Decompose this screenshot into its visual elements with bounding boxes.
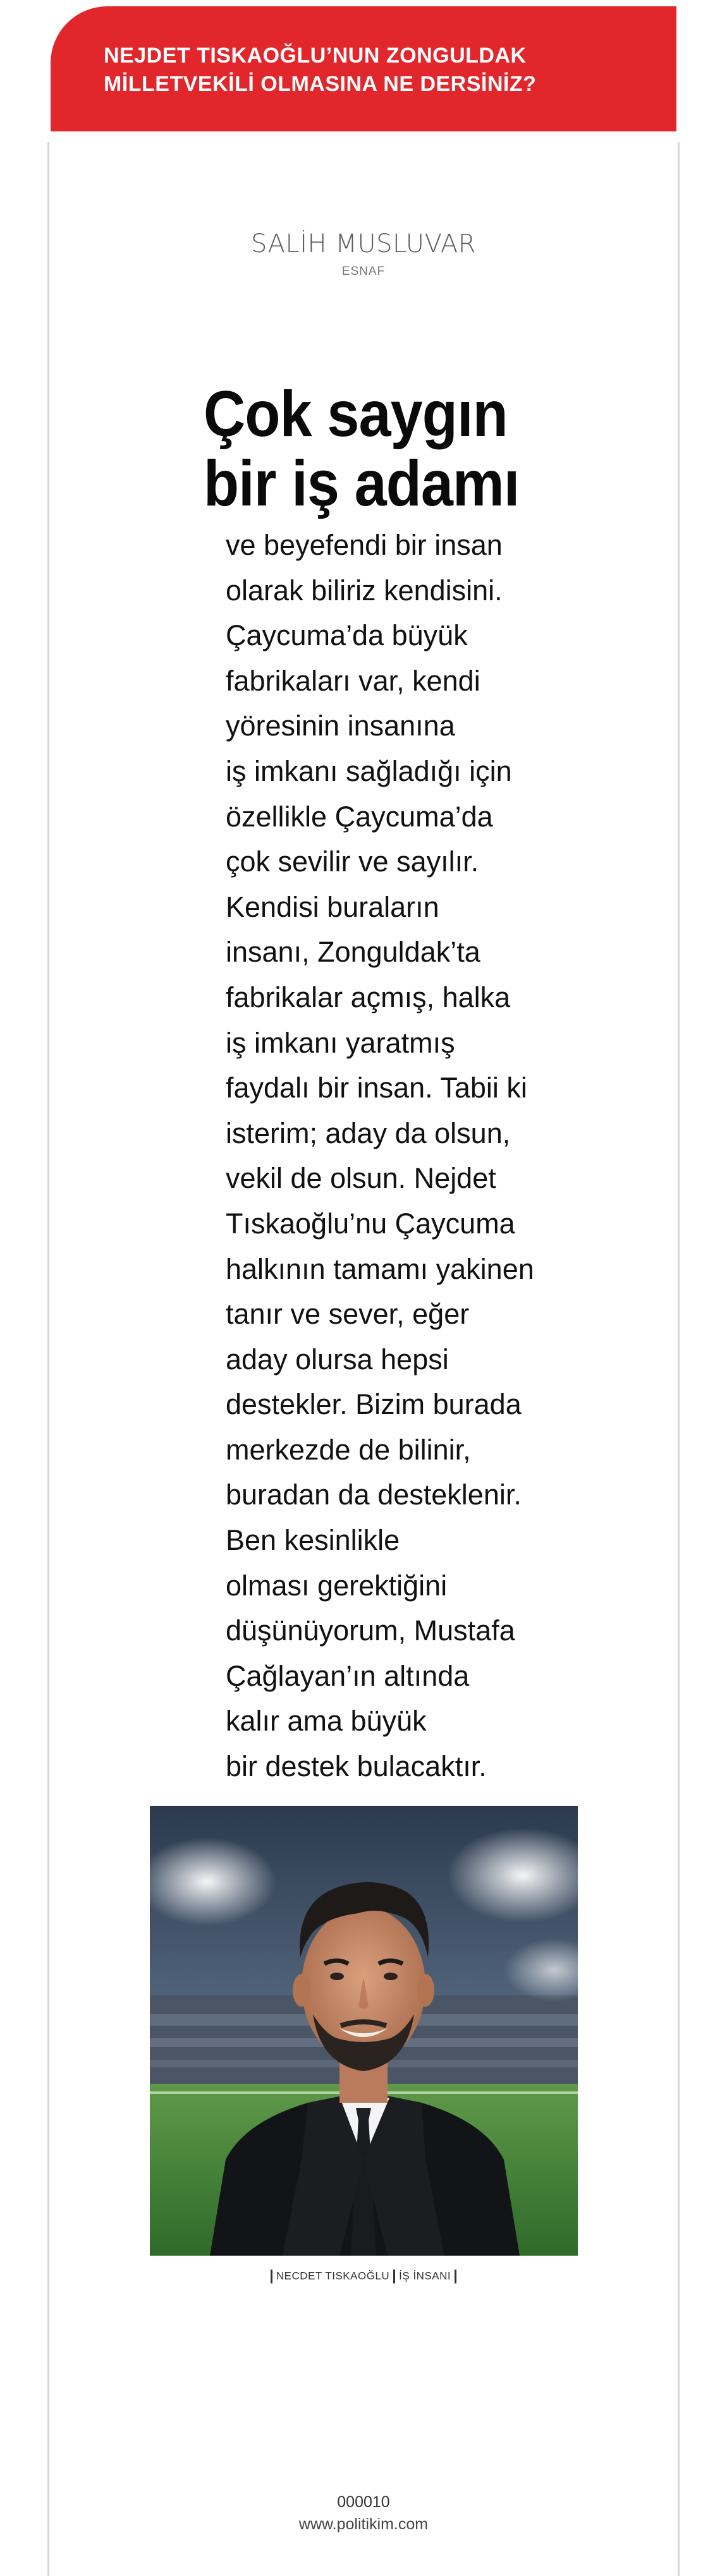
body-line: yöresinin insanına — [226, 710, 455, 742]
body-line: insanı, Zonguldak’ta — [226, 936, 480, 969]
body-line: Çaycuma’da büyük — [226, 619, 468, 652]
body-line: faydalı bir insan. Tabii ki — [226, 1072, 527, 1104]
body-line: iş imkanı sağladığı için — [226, 754, 512, 787]
author-title: ESNAF — [341, 265, 386, 278]
body-line: destekler. Bizim burada — [226, 1388, 522, 1421]
body-line: olması gerektiğini — [226, 1569, 448, 1602]
headline-line: bir iş adamı — [204, 447, 520, 519]
body-line: halkının tamamı yakinen — [226, 1252, 534, 1285]
site-url: www.politikim.com — [298, 2515, 429, 2533]
body-line: fabrikaları var, kendi — [226, 664, 480, 697]
caption-divider — [393, 2270, 395, 2283]
body-line: Kendisi buraların — [226, 890, 439, 923]
body-line: Tıskaoğlu’nu Çaycuma — [226, 1207, 515, 1240]
author-name: SALİH MUSLUVAR — [250, 229, 477, 258]
caption-role: İŞ İNSANI — [399, 2270, 451, 2282]
header-banner — [51, 6, 676, 131]
body-line: kalır ama büyük — [226, 1705, 427, 1738]
header-line-2: MİLLETVEKİLİ OLMASINA NE DERSİNİZ? — [104, 72, 537, 96]
caption-divider — [271, 2270, 272, 2283]
body-line: iş imkanı yaratmış — [226, 1026, 455, 1059]
headline — [204, 379, 556, 518]
body-line: merkezde de bilinir, — [226, 1433, 471, 1466]
body-line: isterim; aday da olsun, — [226, 1116, 511, 1149]
body-line: tanır ve sever, eğer — [226, 1298, 470, 1331]
body-line: çok sevilir ve sayılır. — [226, 845, 479, 878]
body-line: bir destek bulacaktır. — [226, 1750, 487, 1783]
body-line: düşünüyorum, Mustafa — [226, 1614, 515, 1647]
body-line: olarak biliriz kendisini. — [226, 574, 503, 607]
header-line-1: NEJDET TISKAOĞLU’NUN ZONGULDAK — [104, 44, 527, 68]
caption-divider — [455, 2270, 456, 2283]
body-line: fabrikalar açmış, halka — [226, 981, 511, 1013]
caption-name: NECDET TISKAOĞLU — [276, 2270, 390, 2282]
headline-line: Çok saygın — [204, 378, 508, 450]
portrait-illustration — [150, 1806, 578, 2256]
article-body — [226, 523, 580, 1789]
body-line: Ben kesinlikle — [226, 1524, 400, 1557]
body-line: özellikle Çaycuma’da — [226, 800, 493, 833]
body-line: aday olursa hepsi — [226, 1343, 449, 1376]
portrait-photo — [150, 1806, 578, 2256]
body-line: buradan da desteklenir. — [226, 1478, 522, 1511]
page-number: 000010 — [337, 2493, 390, 2511]
body-line: ve beyefendi bir insan — [226, 529, 503, 561]
body-line: Çağlayan’ın altında — [226, 1659, 470, 1692]
photo-caption — [0, 2268, 727, 2284]
body-line: vekil de olsun. Nejdet — [226, 1162, 496, 1195]
